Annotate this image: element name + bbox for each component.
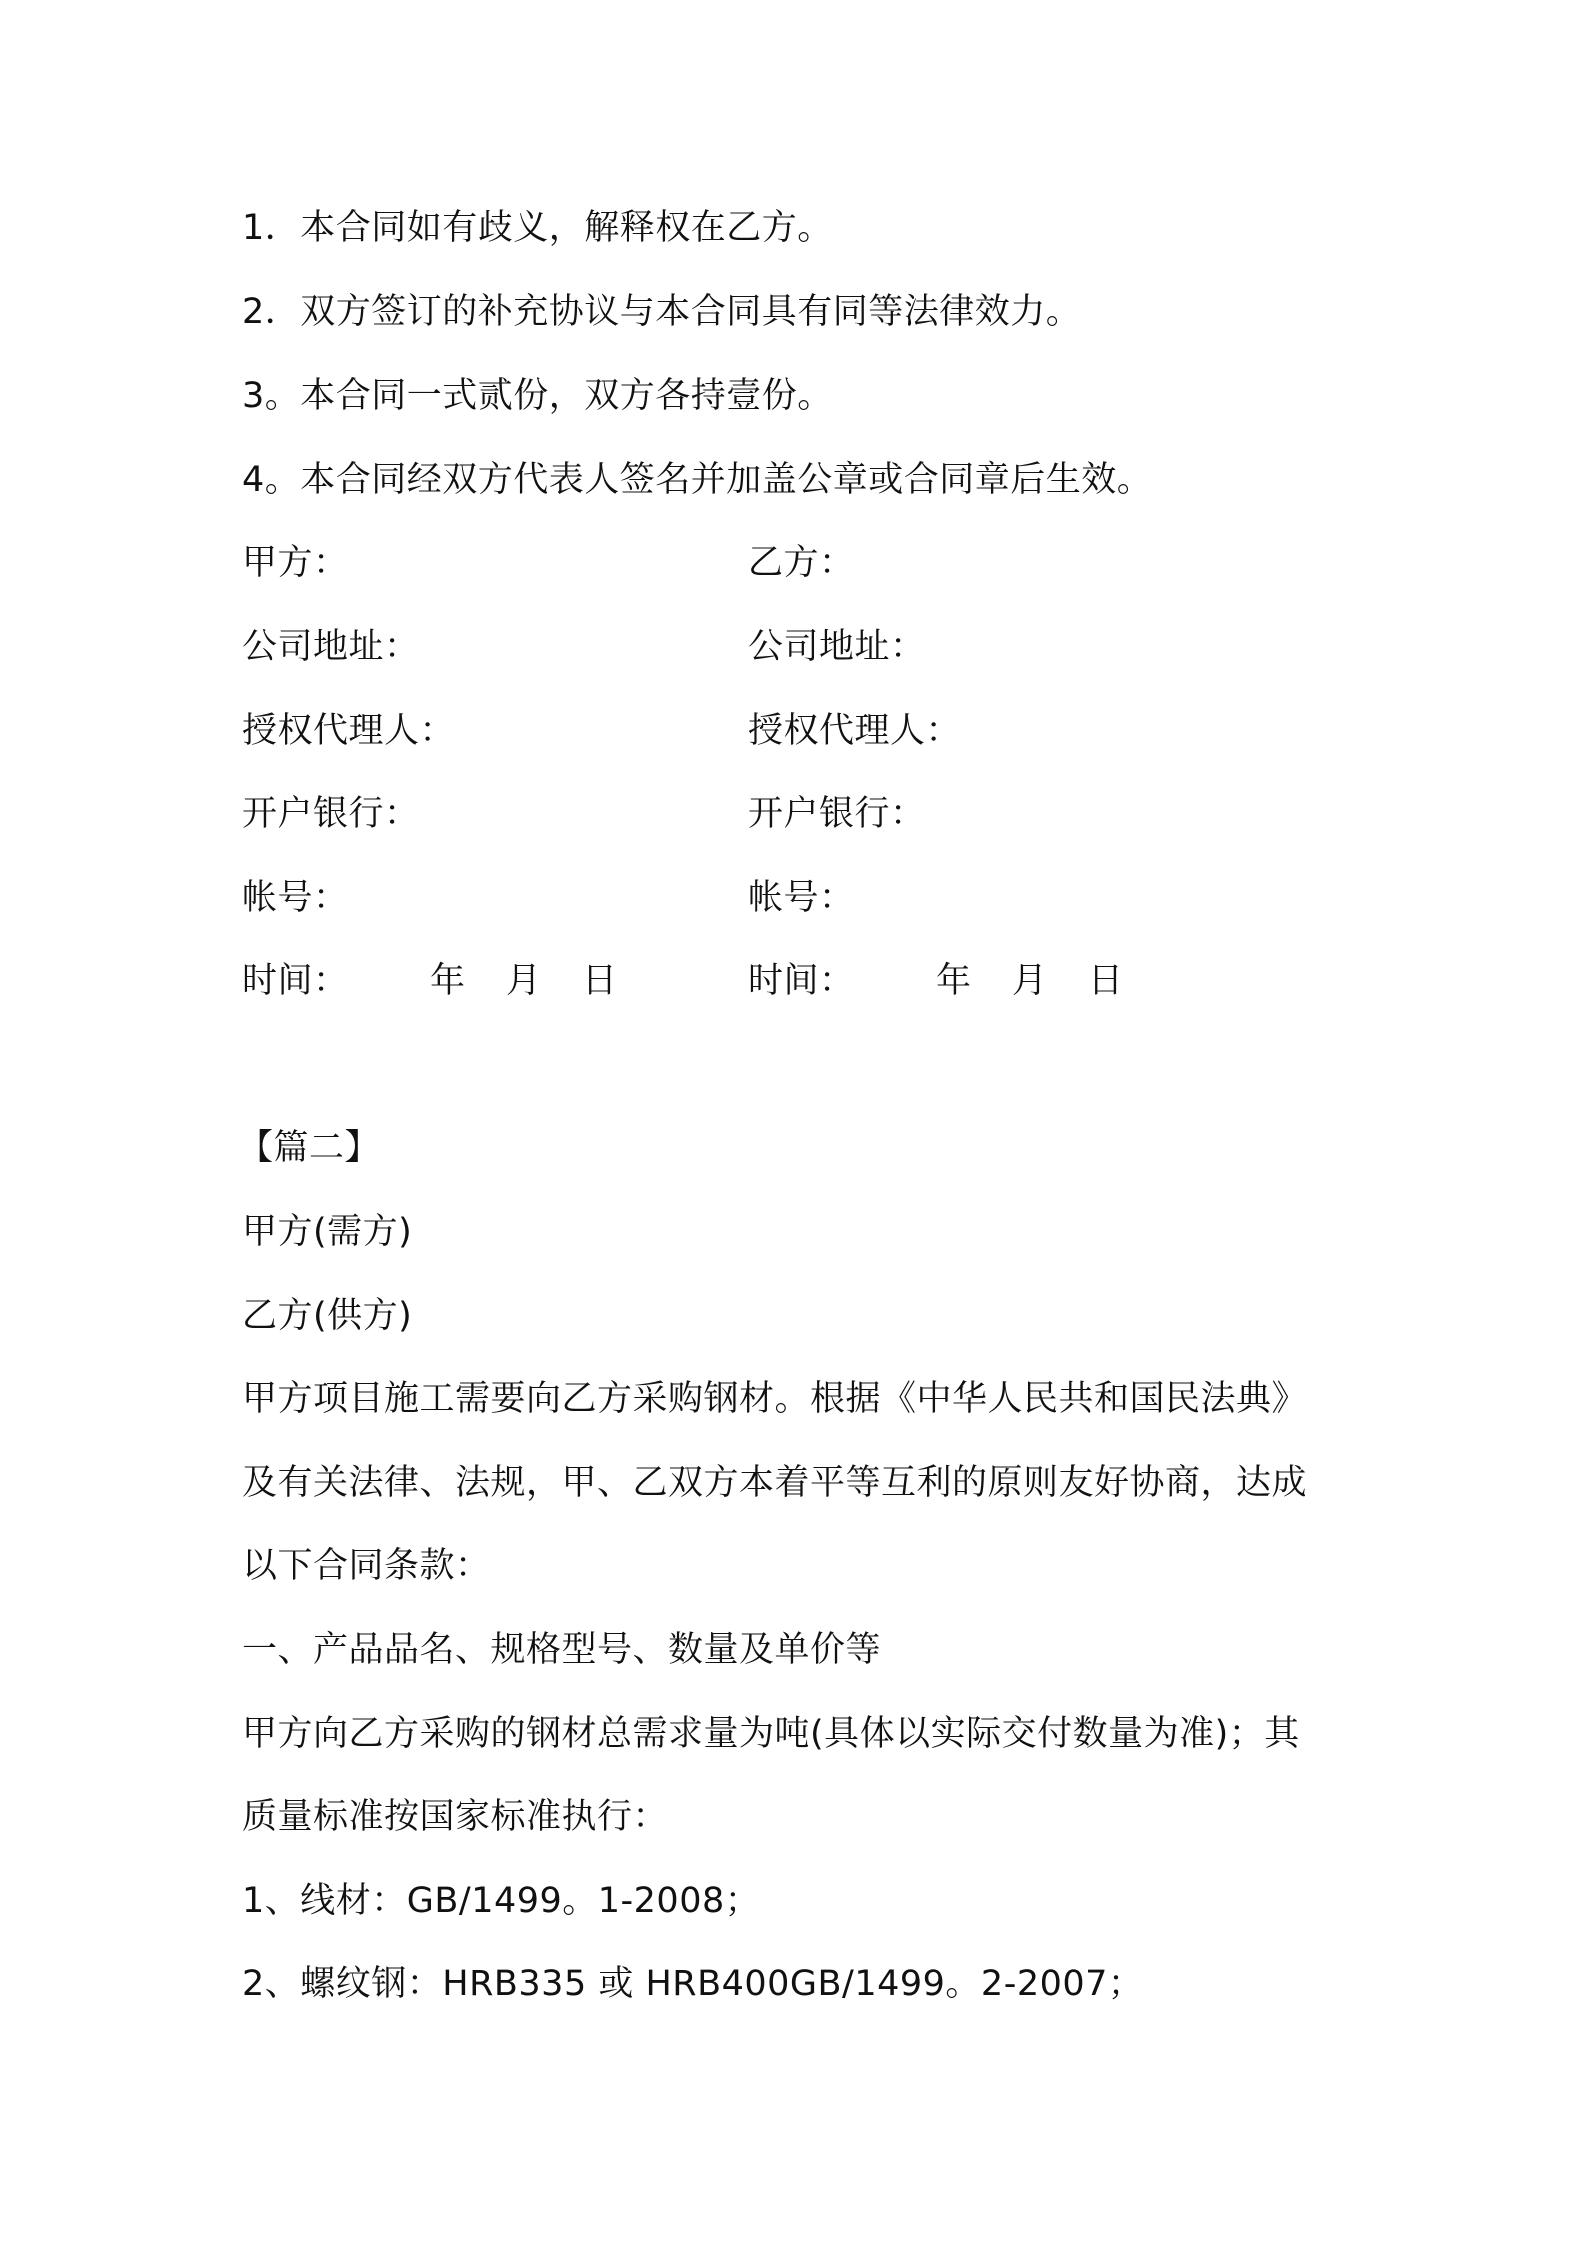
supplier-label: 乙方(供方) [242, 1296, 413, 1336]
bank-a-label: 开户银行： [242, 794, 420, 834]
agent-a-label: 授权代理人： [242, 711, 456, 751]
address-a-label: 公司地址： [242, 627, 420, 667]
signature-row-bank [242, 792, 926, 836]
time-a-label: 时间： [242, 961, 349, 1001]
address-b-label: 公司地址： [748, 627, 926, 667]
month-b-label: 月 [1012, 961, 1048, 1001]
bank-b-label: 开户银行： [748, 794, 926, 834]
intro-line-1: 甲方项目施工需要向乙方采购钢材。根据《中华人民共和国民法典》 [242, 1379, 1308, 1419]
clause-4: 4。本合同经双方代表人签名并加盖公章或合同章后生效。 [242, 460, 1153, 500]
standard-item-1: 1、线材：GB/1499。1-2008； [242, 1881, 761, 1921]
agent-b-label: 授权代理人： [748, 711, 962, 751]
signature-row-agent [242, 709, 962, 753]
day-b-label: 日 [1088, 961, 1124, 1001]
signature-row-party [242, 541, 855, 585]
article-1-text-2: 质量标准按国家标准执行： [242, 1797, 669, 1837]
signature-row-account [242, 876, 855, 920]
clause-1: 1．本合同如有歧义，解释权在乙方。 [242, 208, 833, 248]
clause-2: 2．双方签订的补充协议与本合同具有同等法律效力。 [242, 292, 1082, 332]
time-b-label: 时间： [748, 961, 855, 1001]
article-1-title: 一、产品品名、规格型号、数量及单价等 [242, 1630, 882, 1670]
signature-row-address [242, 625, 926, 669]
standard-item-2: 2、螺纹钢：HRB335 或 HRB400GB/1499。2-2007； [242, 1964, 1144, 2004]
signature-row-time [242, 959, 1342, 1003]
section-2-heading: 【篇二】 [238, 1128, 381, 1168]
year-b-label: 年 [936, 961, 972, 1001]
account-b-label: 帐号： [748, 878, 855, 918]
account-a-label: 帐号： [242, 878, 349, 918]
month-a-label: 月 [506, 961, 542, 1001]
buyer-label: 甲方(需方) [242, 1212, 413, 1252]
clause-3: 3。本合同一式贰份，双方各持壹份。 [242, 376, 833, 416]
day-a-label: 日 [582, 961, 618, 1001]
intro-line-2: 及有关法律、法规，甲、乙双方本着平等互利的原则友好协商，达成 [242, 1463, 1308, 1503]
party-a-label: 甲方： [242, 543, 349, 583]
intro-line-3: 以下合同条款： [242, 1546, 491, 1586]
article-1-text-1: 甲方向乙方采购的钢材总需求量为吨(具体以实际交付数量为准)；其 [242, 1714, 1300, 1754]
party-b-label: 乙方： [748, 543, 855, 583]
year-a-label: 年 [430, 961, 466, 1001]
